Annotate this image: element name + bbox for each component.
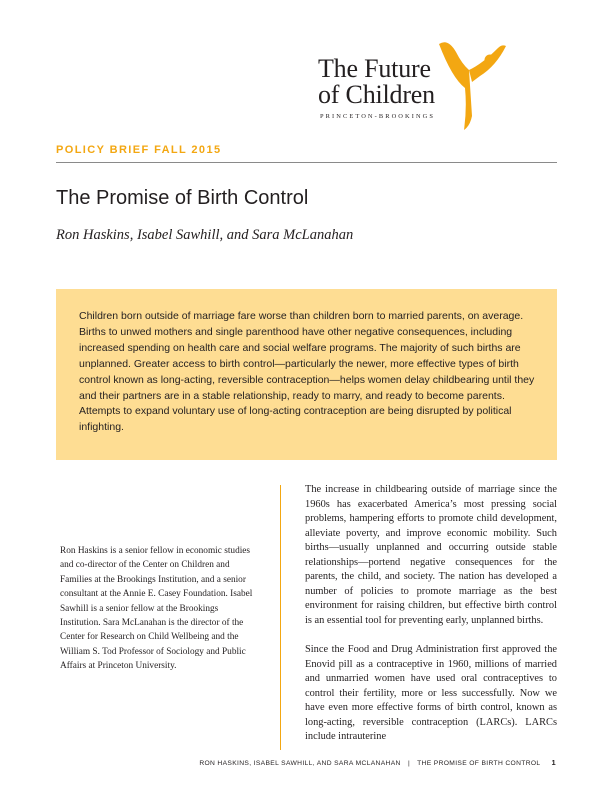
footer-authors: RON HASKINS, ISABEL SAWHILL, AND SARA MCLANAHAN: [199, 760, 401, 767]
footer-separator: |: [407, 760, 411, 767]
column-divider: [280, 485, 281, 750]
body-paragraph: Since the Food and Drug Administration first approved the Enovid pill as a contraceptive in 1960, millions of married and unmarried women have used oral contraceptives to control their fertility, more or less successfully. Now we have even more effective forms of birth control, known as long-acting, reversible contraception (LARCs). LARCs include intrauterine: [305, 643, 557, 743]
authors-byline: Ron Haskins, Isabel Sawhill, and Sara McLanahan: [56, 227, 354, 243]
logo-subtitle: PRINCETON-BROOKINGS: [320, 113, 436, 120]
page-footer: [199, 758, 556, 767]
page-title: The Promise of Birth Control: [56, 187, 309, 209]
raised-arms-figure-icon: [434, 36, 514, 136]
abstract-box: [56, 289, 557, 460]
logo-text-line2: of Children: [318, 80, 435, 109]
policy-brief-label: POLICY BRIEF FALL 2015: [56, 144, 222, 156]
logo-text-line1: The Future: [318, 54, 431, 83]
body-paragraph: The increase in childbearing outside of marriage since the 1960s has exacerbated America’s most pressing social problems, hampering efforts to promote child development, alleviate poverty, and improve economic mobility. Such births—usually unplanned and occurring outside stable relationships—portend negative consequences for the parents, the child, and society. The nation has developed a number of policies to promote marriage as the best environment for raising children, but effective birth control is an essential tool for preventing early, unplanned births.: [305, 484, 557, 626]
future-of-children-logo: [318, 36, 508, 136]
body-column: [305, 483, 557, 759]
page-number: 1: [551, 758, 556, 767]
footer-title: THE PROMISE OF BIRTH CONTROL: [417, 760, 541, 767]
abstract-text: Children born outside of marriage fare worse than children born to married parents, on average. Births to unwed mothers and single parenthood have other negative consequences, including increased spending on health care and social welfare programs. The majority of such births are unplanned. Greater access to birth control—particularly the newer, more effective types of birth control known as long-acting, reversible contraception—helps women delay childbearing until they and their partners are in a stable relationship, ready to marry, and ready to become parents. Attempts to expand voluntary use of long-acting contraception are being disrupted by political infighting.: [79, 310, 535, 434]
header-divider: [56, 162, 557, 163]
author-bio: Ron Haskins is a senior fellow in economic studies and co-director of the Center on Children and Families at the Brookings Institution, and a senior consultant at the Annie E. Casey Foundation. Isabel Sawhill is a senior fellow at the Brookings Institution. Sara McLanahan is the director of the Center for Research on Child Wellbeing and the William S. Tod Professor of Sociology and Public Affairs at Princeton University.: [60, 546, 253, 672]
